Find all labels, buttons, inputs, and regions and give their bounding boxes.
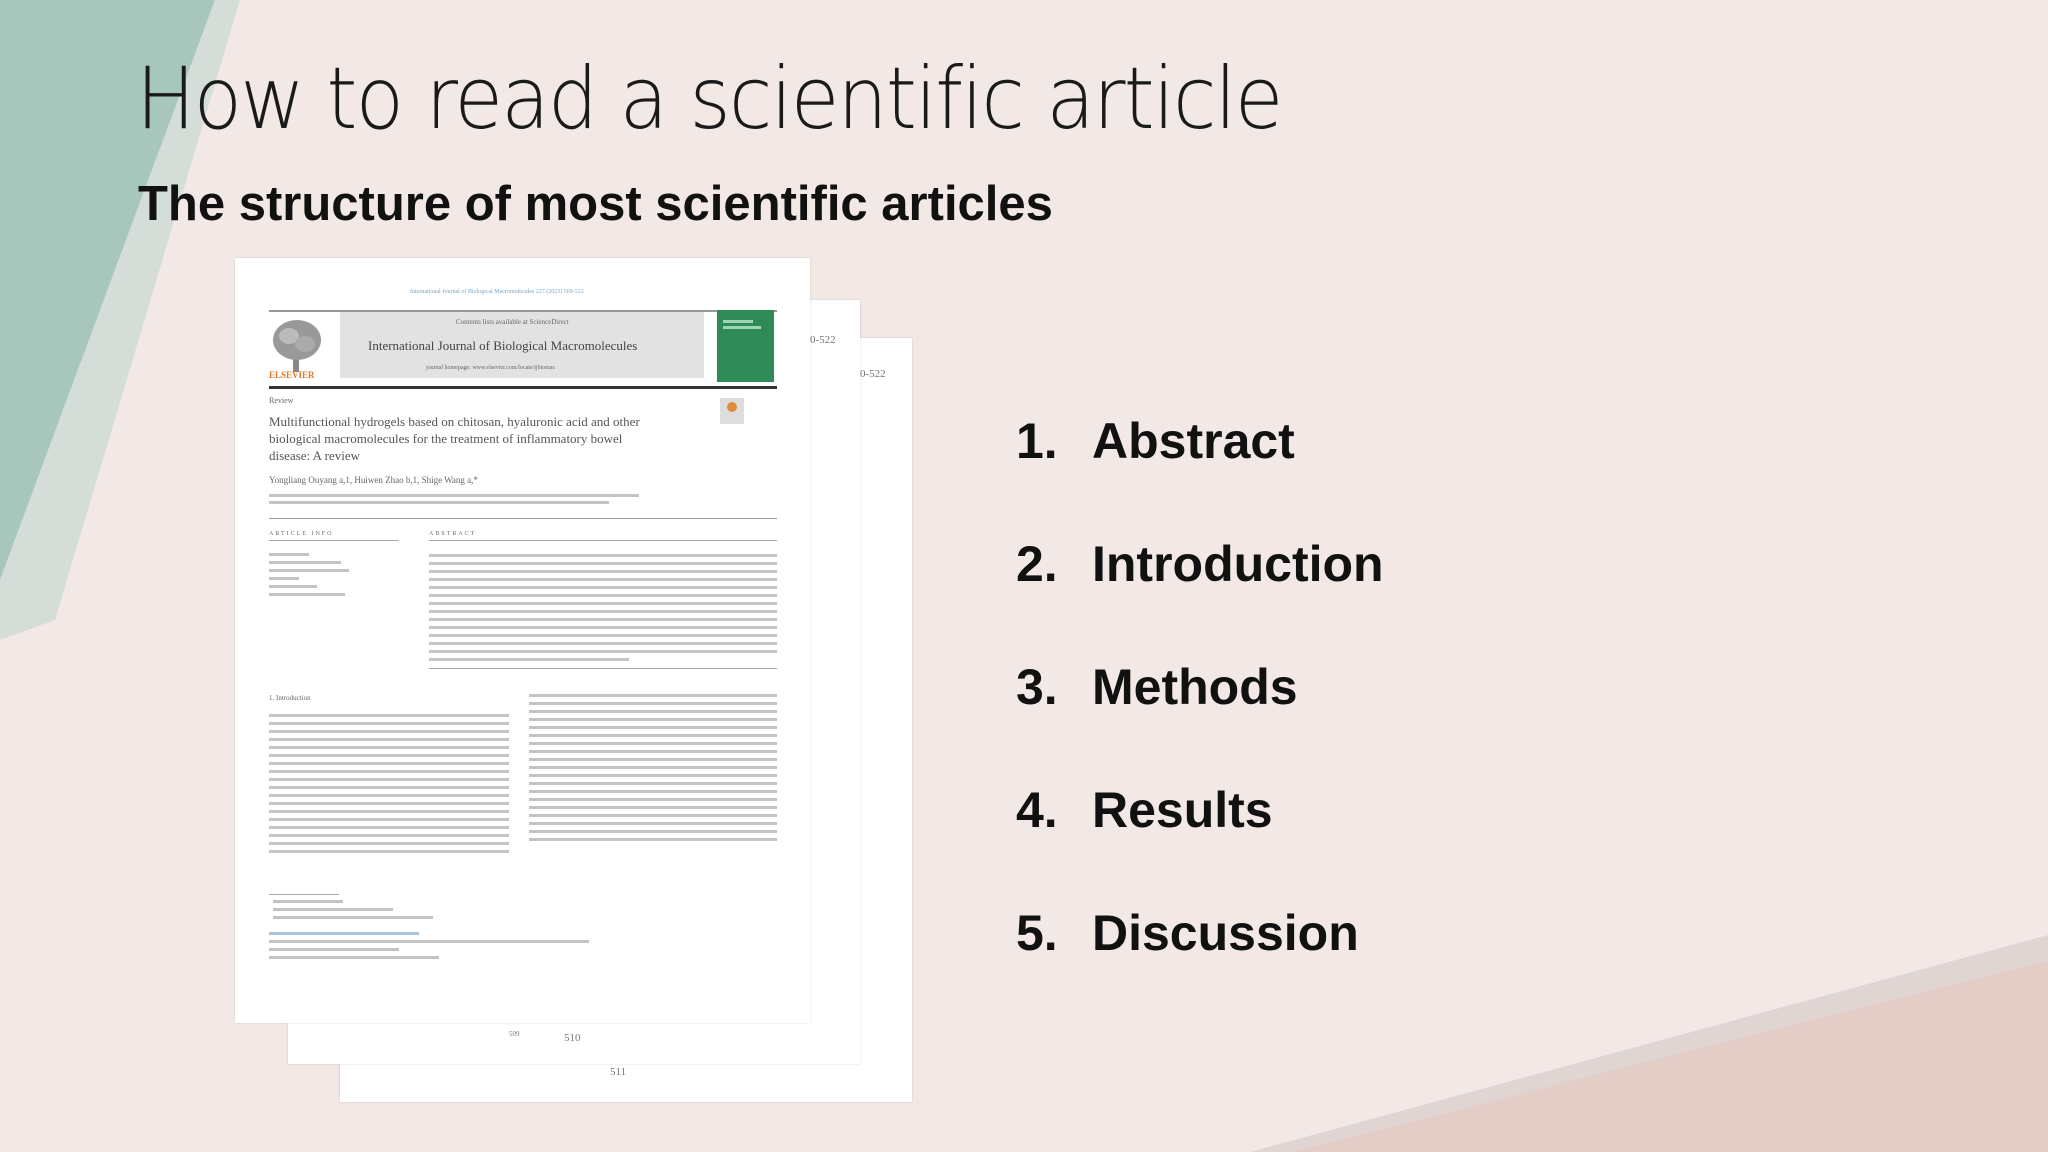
section-item-methods [1016, 658, 1384, 781]
article-citation: International Journal of Biological Macromolecules 227 (2023) 509-522 [410, 289, 584, 295]
section-label: Introduction [1092, 536, 1384, 592]
article-headline-line-3: disease: A review [269, 448, 360, 463]
back-page-number-2: 511 [610, 1066, 627, 1078]
article-info-heading: ARTICLE INFO [269, 531, 334, 537]
journal-name: International Journal of Biological Macromolecules [368, 338, 638, 353]
section-item-abstract [1016, 412, 1384, 535]
journal-homepage: journal homepage: www.elsevier.com/locate/ijbiomac [426, 365, 556, 371]
check-updates-icon [720, 398, 744, 424]
article-authors: Yongliang Ouyang a,1, Huiwen Zhao b,1, Shige Wang a,* [269, 475, 478, 485]
publisher-name: ELSEVIER [269, 370, 315, 380]
section-item-introduction [1016, 535, 1384, 658]
back-page-number: 510 [564, 1032, 581, 1044]
section-item-discussion [1016, 904, 1384, 1027]
back-page-code-1: 0-522 [810, 334, 836, 346]
section-number: 1. [1016, 413, 1058, 469]
section-label: Discussion [1092, 905, 1359, 961]
journal-cover [717, 310, 774, 382]
section-item-results [1016, 781, 1384, 904]
journal-header-box [340, 312, 704, 378]
section-number: 4. [1016, 782, 1058, 838]
section-label: Results [1092, 782, 1273, 838]
article-headline-line-1: Multifunctional hydrogels based on chitosan, hyaluronic acid and other [269, 414, 640, 429]
back-page-code: 0-522 [860, 368, 886, 380]
slide-title: How to read a scientific article [136, 49, 1282, 149]
abstract-heading: ABSTRACT [429, 531, 477, 537]
section-label: Methods [1092, 659, 1298, 715]
article-headline-line-2: biological macromolecules for the treatment of inflammatory bowel [269, 431, 623, 446]
article-type: Review [269, 396, 294, 405]
contents-line: Contents lists available at ScienceDirect [456, 318, 569, 326]
introduction-heading: 1. Introduction [269, 694, 311, 702]
front-page-number: 509 [509, 1030, 520, 1038]
slide-subtitle: The structure of most scientific articles [138, 177, 1053, 231]
section-number: 5. [1016, 905, 1058, 961]
section-number: 2. [1016, 536, 1058, 592]
section-list [1016, 412, 1384, 1027]
section-label: Abstract [1092, 413, 1295, 469]
section-number: 3. [1016, 659, 1058, 715]
